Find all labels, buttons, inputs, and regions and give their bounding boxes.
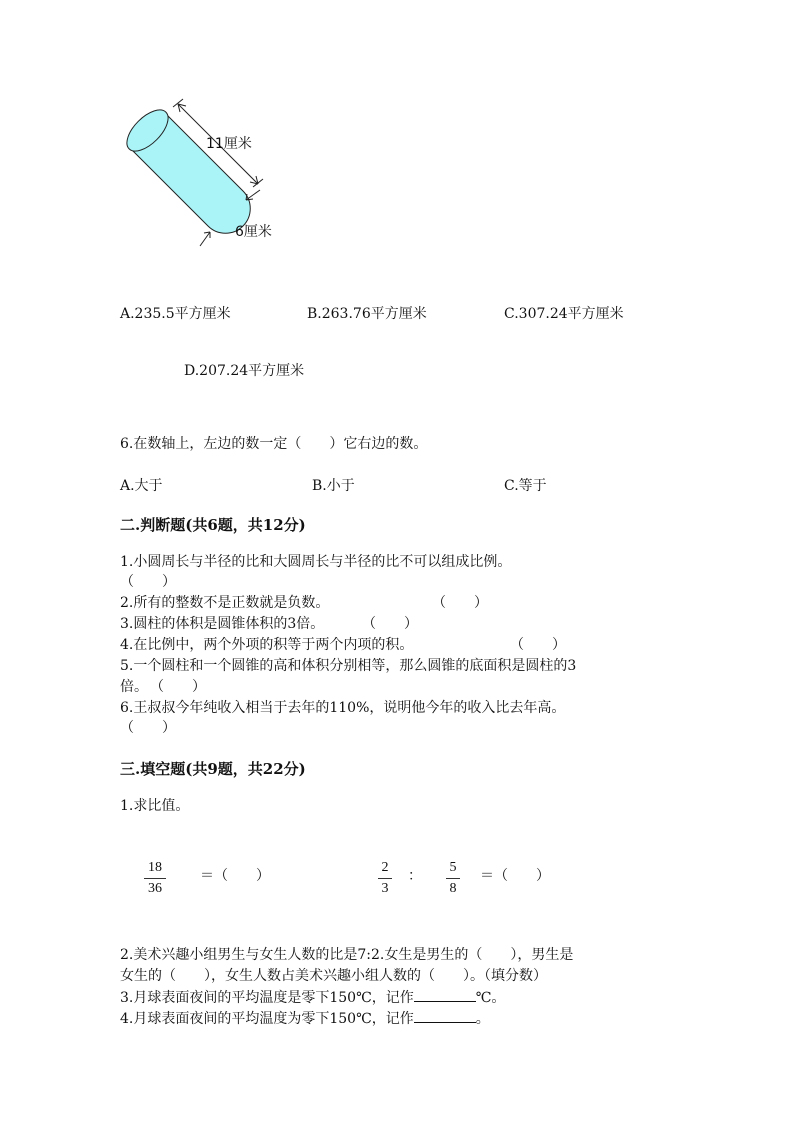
section-3-title: 三.填空题(共9题，共22分) xyxy=(120,760,306,778)
q6-option-a[interactable]: A.大于 xyxy=(120,478,163,494)
fraction-denominator: 3 xyxy=(381,881,389,896)
tf-item-5: 5.一个圆柱和一个圆锥的高和体积分别相等，那么圆锥的底面积是圆柱的3 xyxy=(120,658,577,674)
option-d[interactable]: D.207.24平方厘米 xyxy=(184,363,305,379)
option-c[interactable]: C.307.24平方厘米 xyxy=(504,306,624,322)
tf-item-2-paren[interactable]: （ ） xyxy=(432,595,488,611)
fraction-5-8 xyxy=(446,860,460,897)
tf-item-5-line2: 倍。 xyxy=(120,679,148,695)
tf-item-6-paren[interactable]: （ ） xyxy=(120,720,176,736)
fraction-18-36 xyxy=(144,860,166,897)
cylinder-figure xyxy=(110,95,310,265)
fraction-numerator: 5 xyxy=(449,860,457,875)
fill-q3-unit: ℃。 xyxy=(475,990,506,1006)
fraction-2-3 xyxy=(378,860,392,897)
tf-item-3: 3.圆柱的体积是圆锥体积的3倍。 xyxy=(120,616,325,632)
fill-q4 xyxy=(120,1008,490,1029)
tf-item-5-paren[interactable]: （ ） xyxy=(150,679,206,695)
tf-item-1-paren[interactable]: （ ） xyxy=(120,574,176,590)
fraction-denominator: 8 xyxy=(449,881,457,896)
q6-option-b[interactable]: B.小于 xyxy=(312,478,355,494)
q6-option-c[interactable]: C.等于 xyxy=(504,478,547,494)
tf-item-1: 1.小圆周长与半径的比和大圆周长与半径的比不可以组成比例。 xyxy=(120,554,512,570)
ratio-colon: ： xyxy=(408,868,422,884)
equals-blank-1[interactable]: ＝（ ） xyxy=(200,868,270,884)
option-a[interactable]: A.235.5平方厘米 xyxy=(120,306,231,322)
tf-item-3-paren[interactable]: （ ） xyxy=(362,616,418,632)
answer-blank[interactable] xyxy=(414,1008,476,1023)
length-label: 11厘米 xyxy=(206,136,252,152)
tf-item-4: 4.在比例中，两个外项的积等于两个内项的积。 xyxy=(120,637,414,653)
fill-q4-text: 4.月球表面夜间的平均温度为零下150℃，记作 xyxy=(120,1011,414,1027)
fraction-bar xyxy=(144,878,166,879)
fraction-bar xyxy=(446,878,460,879)
fill-q2-line2: 女生的（ ），女生人数占美术兴趣小组人数的（ ）。（填分数） xyxy=(120,968,547,984)
fraction-bar xyxy=(378,878,392,879)
equals-blank-2[interactable]: ＝（ ） xyxy=(480,868,550,884)
section-2-title: 二.判断题(共6题，共12分) xyxy=(120,516,306,534)
fill-q1: 1.求比值。 xyxy=(120,798,190,814)
fill-q3-text: 3.月球表面夜间的平均温度是零下150℃，记作 xyxy=(120,990,414,1006)
tf-item-2: 2.所有的整数不是正数就是负数。 xyxy=(120,595,330,611)
fill-q3 xyxy=(120,987,505,1008)
answer-blank[interactable] xyxy=(414,987,476,1002)
fill-q4-end: 。 xyxy=(475,1011,490,1027)
fraction-denominator: 36 xyxy=(148,881,162,896)
fraction-numerator: 2 xyxy=(381,860,389,875)
fraction-numerator: 18 xyxy=(148,860,162,875)
question-6: 6.在数轴上，左边的数一定（ ）它右边的数。 xyxy=(120,436,428,452)
tf-item-4-paren[interactable]: （ ） xyxy=(510,637,566,653)
option-b[interactable]: B.263.76平方厘米 xyxy=(307,306,427,322)
fill-q2-line1: 2.美术兴趣小组男生与女生人数的比是7:2.女生是男生的（ ），男生是 xyxy=(120,947,574,963)
diameter-label: 6厘米 xyxy=(235,224,272,240)
tf-item-6: 6.王叔叔今年纯收入相当于去年的110%，说明他今年的收入比去年高。 xyxy=(120,700,566,716)
